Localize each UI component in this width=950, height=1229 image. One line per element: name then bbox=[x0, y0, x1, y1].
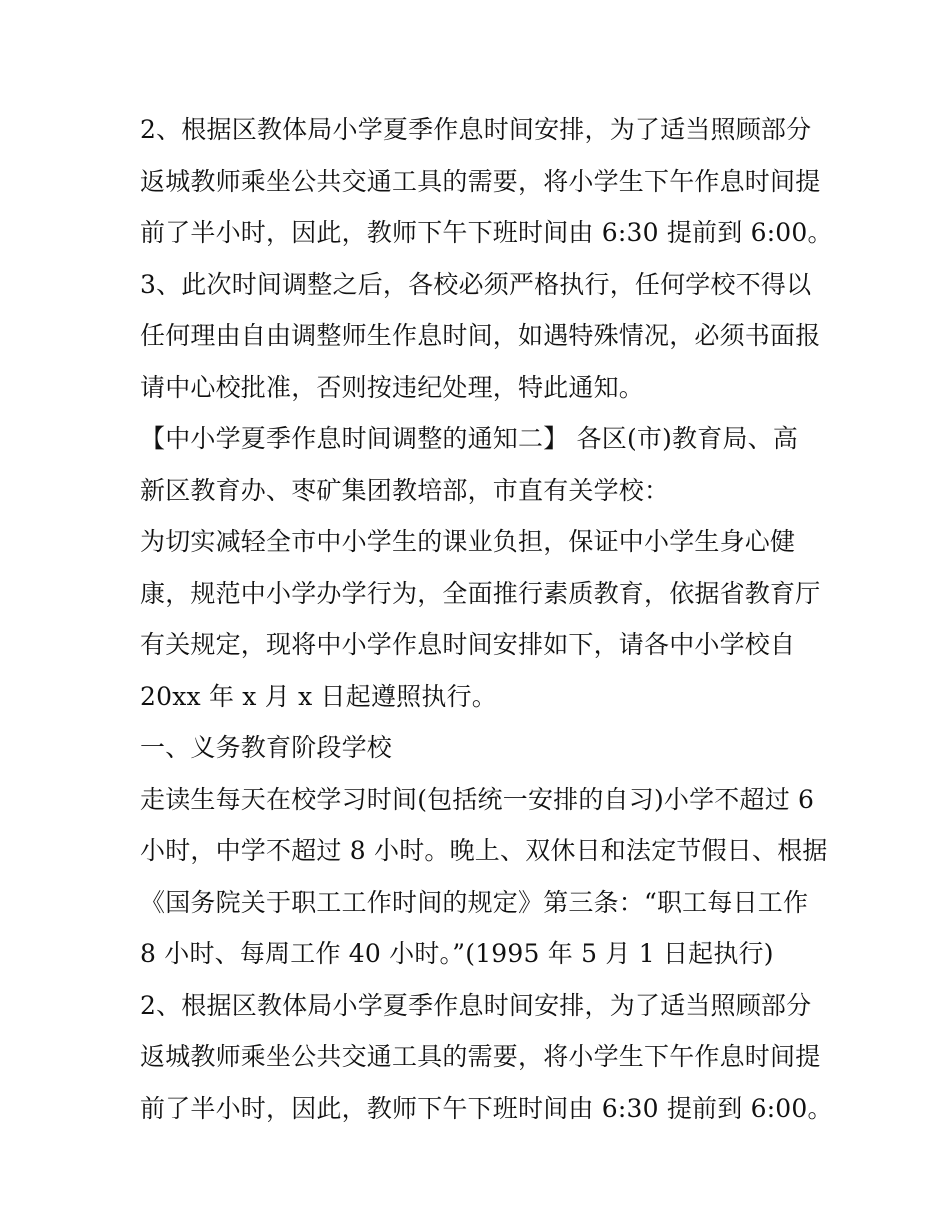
text-line: 2、根据区教体局小学夏季作息时间安排，为了适当照顾部分 bbox=[140, 115, 812, 144]
text-line: 走读生每天在校学习时间(包括统一安排的自习)小学不超过 6 bbox=[140, 784, 815, 814]
text-line: 新区教育办、枣矿集团教培部，市直有关学校： bbox=[140, 475, 670, 505]
section-heading: 一、义务教育阶段学校 bbox=[140, 733, 393, 762]
text-line: 3、此次时间调整之后，各校必须严格执行，任何学校不得以 bbox=[140, 269, 812, 299]
text-line: 前了半小时，因此，教师下午下班时间由 6:30 提前到 6:00。 bbox=[140, 218, 833, 247]
text-line: 小时，中学不超过 8 小时。晚上、双休日和法定节假日、根据 bbox=[140, 836, 828, 865]
text-line: 返城教师乘坐公共交通工具的需要，将小学生下午作息时间提 bbox=[140, 166, 821, 196]
text-line: 任何理由自由调整师生作息时间，如遇特殊情况，必须书面报 bbox=[140, 321, 821, 350]
text-line: 2、根据区教体局小学夏季作息时间安排，为了适当照顾部分 bbox=[140, 990, 812, 1020]
text-line: 8 小时、每周工作 40 小时。”(1995 年 5 月 1 日起执行) bbox=[140, 939, 774, 968]
text-line: 康，规范中小学办学行为，全面推行素质教育，依据省教育厅 bbox=[140, 578, 821, 608]
text-line: 前了半小时，因此，教师下午下班时间由 6:30 提前到 6:00。 bbox=[140, 1093, 833, 1123]
text-line: 20xx 年 x 月 x 日起遵照执行。 bbox=[140, 681, 497, 711]
text-line: 《国务院关于职工工作时间的规定》第三条：“职工每日工作 bbox=[140, 887, 809, 917]
text-line: 为切实减轻全市中小学生的课业负担，保证中小学生身心健 bbox=[140, 527, 796, 556]
text-line: 有关规定，现将中小学作息时间安排如下，请各中小学校自 bbox=[140, 630, 796, 659]
text-line: 返城教师乘坐公共交通工具的需要，将小学生下午作息时间提 bbox=[140, 1042, 821, 1071]
text-line: 请中心校批准，否则按违纪处理，特此通知。 bbox=[140, 372, 645, 402]
document-text-body bbox=[140, 104, 833, 1134]
section-heading: 【中小学夏季作息时间调整的通知二】 各区(市)教育局、高 bbox=[140, 424, 799, 453]
